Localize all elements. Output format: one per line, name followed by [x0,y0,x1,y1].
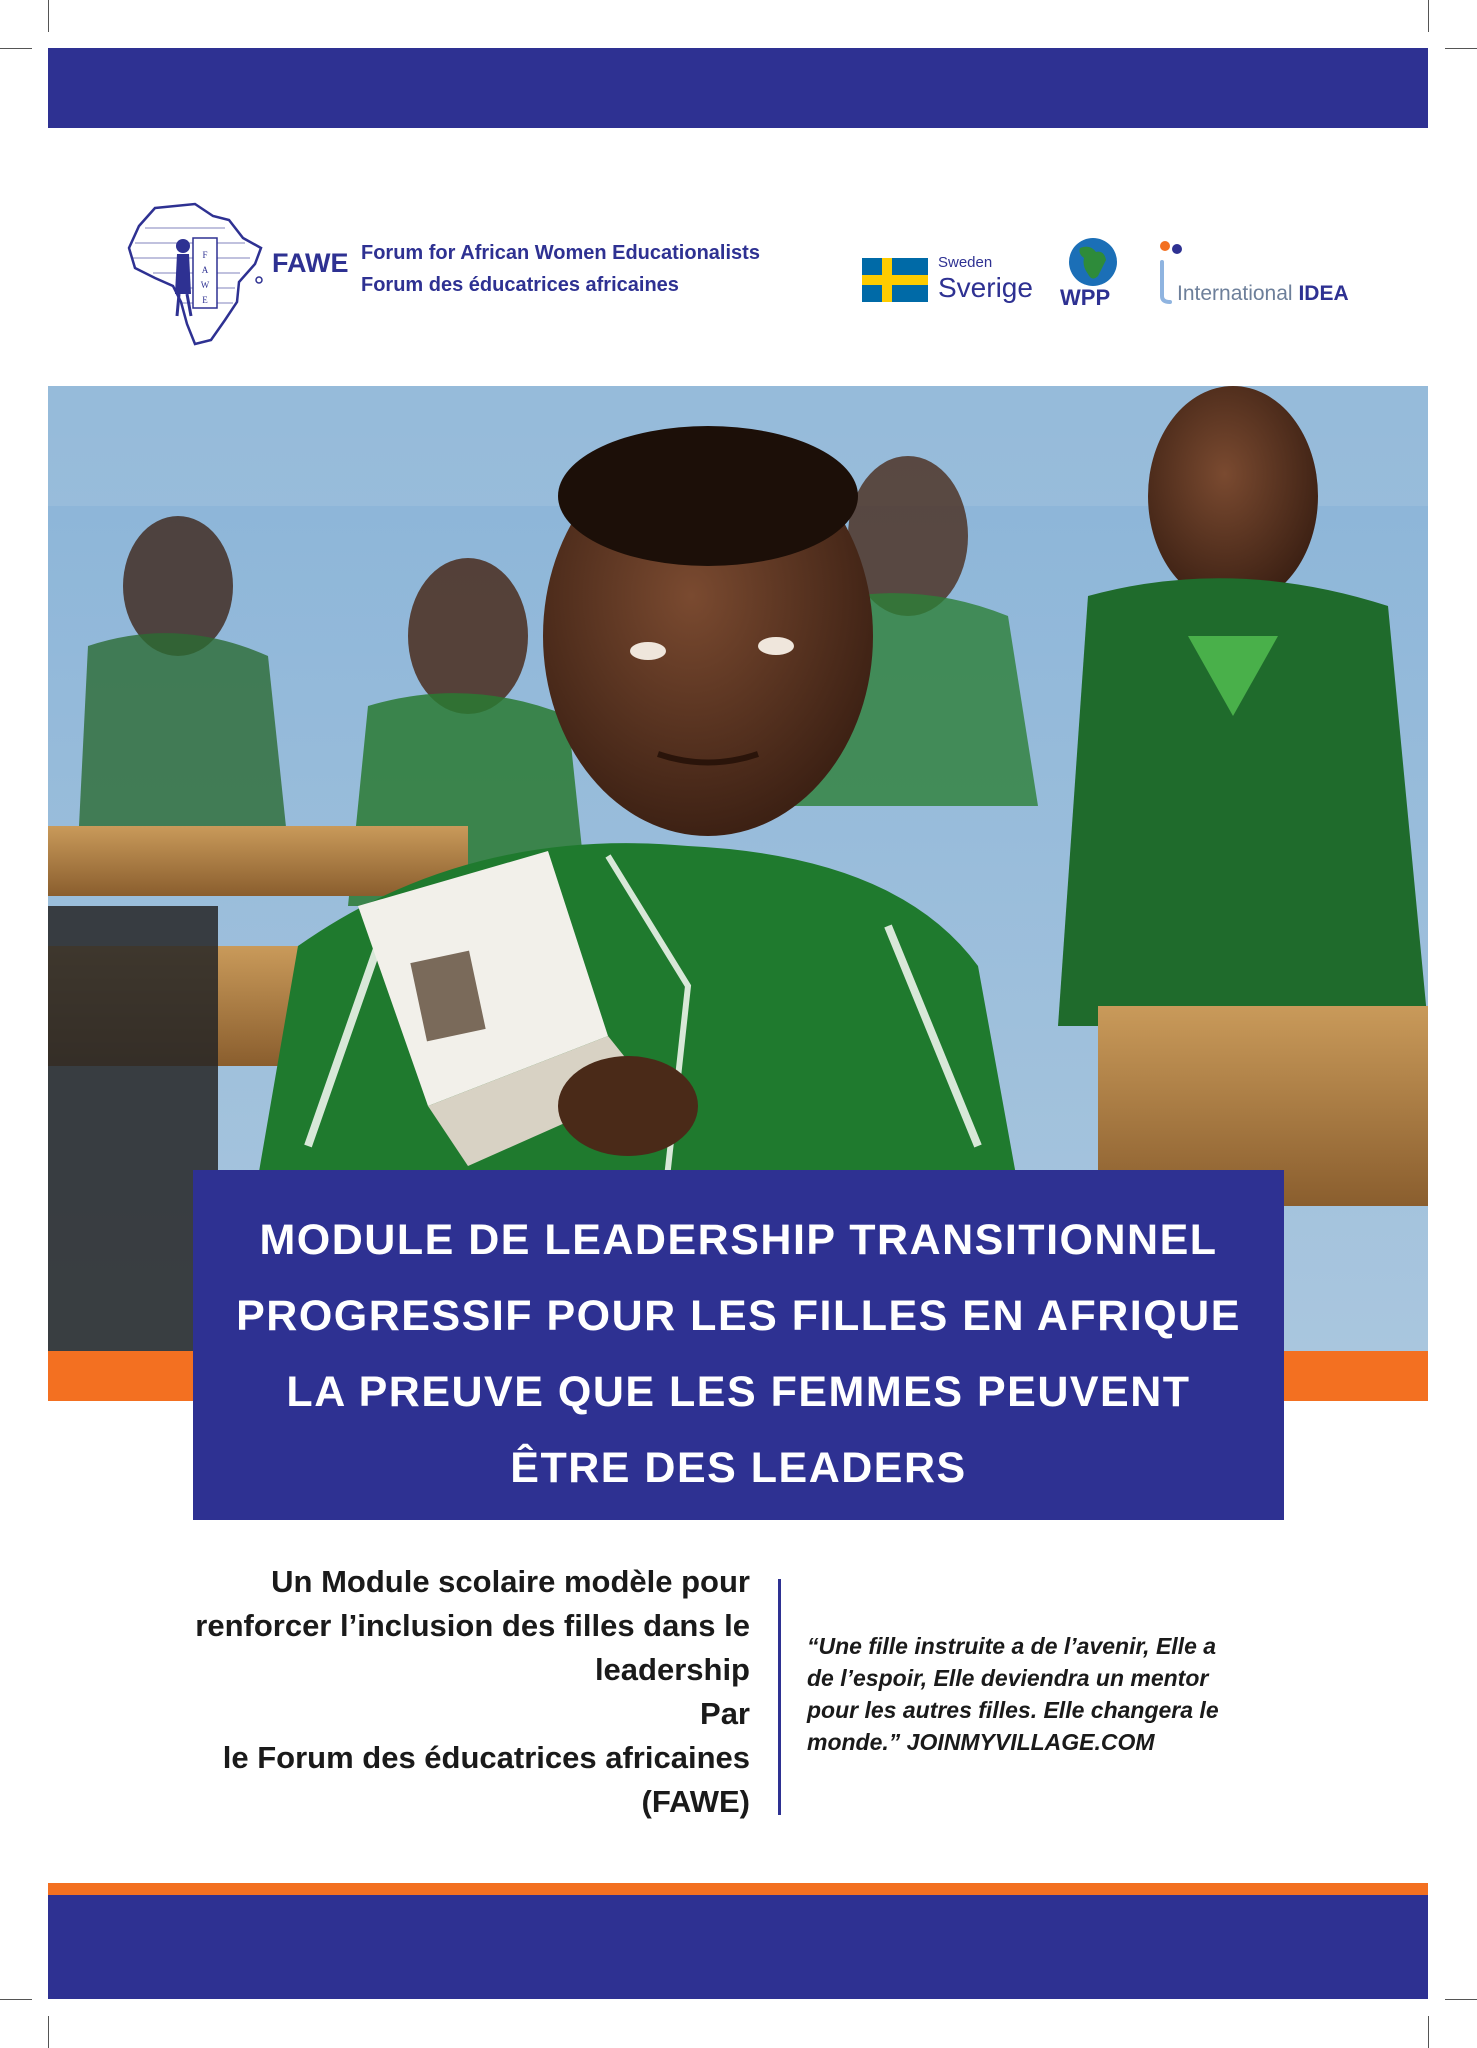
vertical-divider [778,1579,781,1815]
crop-mark [1428,2016,1429,2048]
svg-text:F: F [202,250,208,260]
international-idea-label [1177,282,1349,306]
sverige-label: Sverige [938,272,1033,303]
idea-bold-text: IDEA [1298,282,1349,305]
crop-mark [48,2016,49,2048]
quote-line-4: monde.” JOINMYVILLAGE.COM [807,1729,1155,1755]
wpp-label: WPP [1060,285,1111,310]
fawe-name-french: Forum des éducatrices africaines [361,274,679,296]
quote-line-2: de l’espoir, Elle deviendra un mentor [807,1665,1209,1691]
quote-line-1: “Une fille instruite a de l’avenir, Elle a [807,1633,1217,1659]
svg-text:W: W [200,280,210,290]
bottom-color-band [48,1895,1428,1999]
svg-text:E: E [202,295,208,305]
quote [807,1630,1277,1758]
subtitle-line-1: Un Module scolaire modèle pour [271,1564,750,1599]
crop-mark [1428,0,1429,32]
subtitle-line-4: Par [700,1696,750,1731]
title-line-1: MODULE DE LEADERSHIP TRANSITIONNEL [259,1216,1218,1264]
sweden-label: Sweden [938,254,993,271]
crop-mark [0,1999,32,2000]
fawe-name-english: Forum for African Women Educationalists [361,242,760,264]
top-color-band [48,48,1428,128]
crop-mark [48,0,49,32]
title-line-4: ÊTRE DES LEADERS [510,1444,967,1492]
title-line-3: LA PREUVE QUE LES FEMMES PEUVENT [286,1368,1191,1416]
svg-text:A: A [201,265,209,275]
fawe-full-name [361,237,760,301]
crop-mark [1445,1999,1477,2000]
subtitle-line-3: leadership [594,1652,750,1687]
crop-mark [0,48,32,49]
fawe-acronym: FAWE [272,248,349,278]
crop-mark [1445,48,1477,49]
title-box [193,1170,1284,1520]
quote-line-3: pour les autres filles. Elle changera le [807,1697,1219,1723]
subtitle-line-5: le Forum des éducatrices africaines [222,1740,750,1775]
subtitle-line-2: renforcer l’inclusion des filles dans le [195,1608,750,1643]
bottom-orange-band [48,1883,1428,1895]
idea-light-text: International [1177,282,1293,305]
subtitle-line-6: (FAWE) [641,1784,750,1819]
fawe-africa-logo-icon [125,198,270,350]
sweden-flag-icon [862,258,928,302]
title-line-2: PROGRESSIF POUR LES FILLES EN AFRIQUE [236,1292,1241,1340]
subtitle [150,1560,750,1824]
